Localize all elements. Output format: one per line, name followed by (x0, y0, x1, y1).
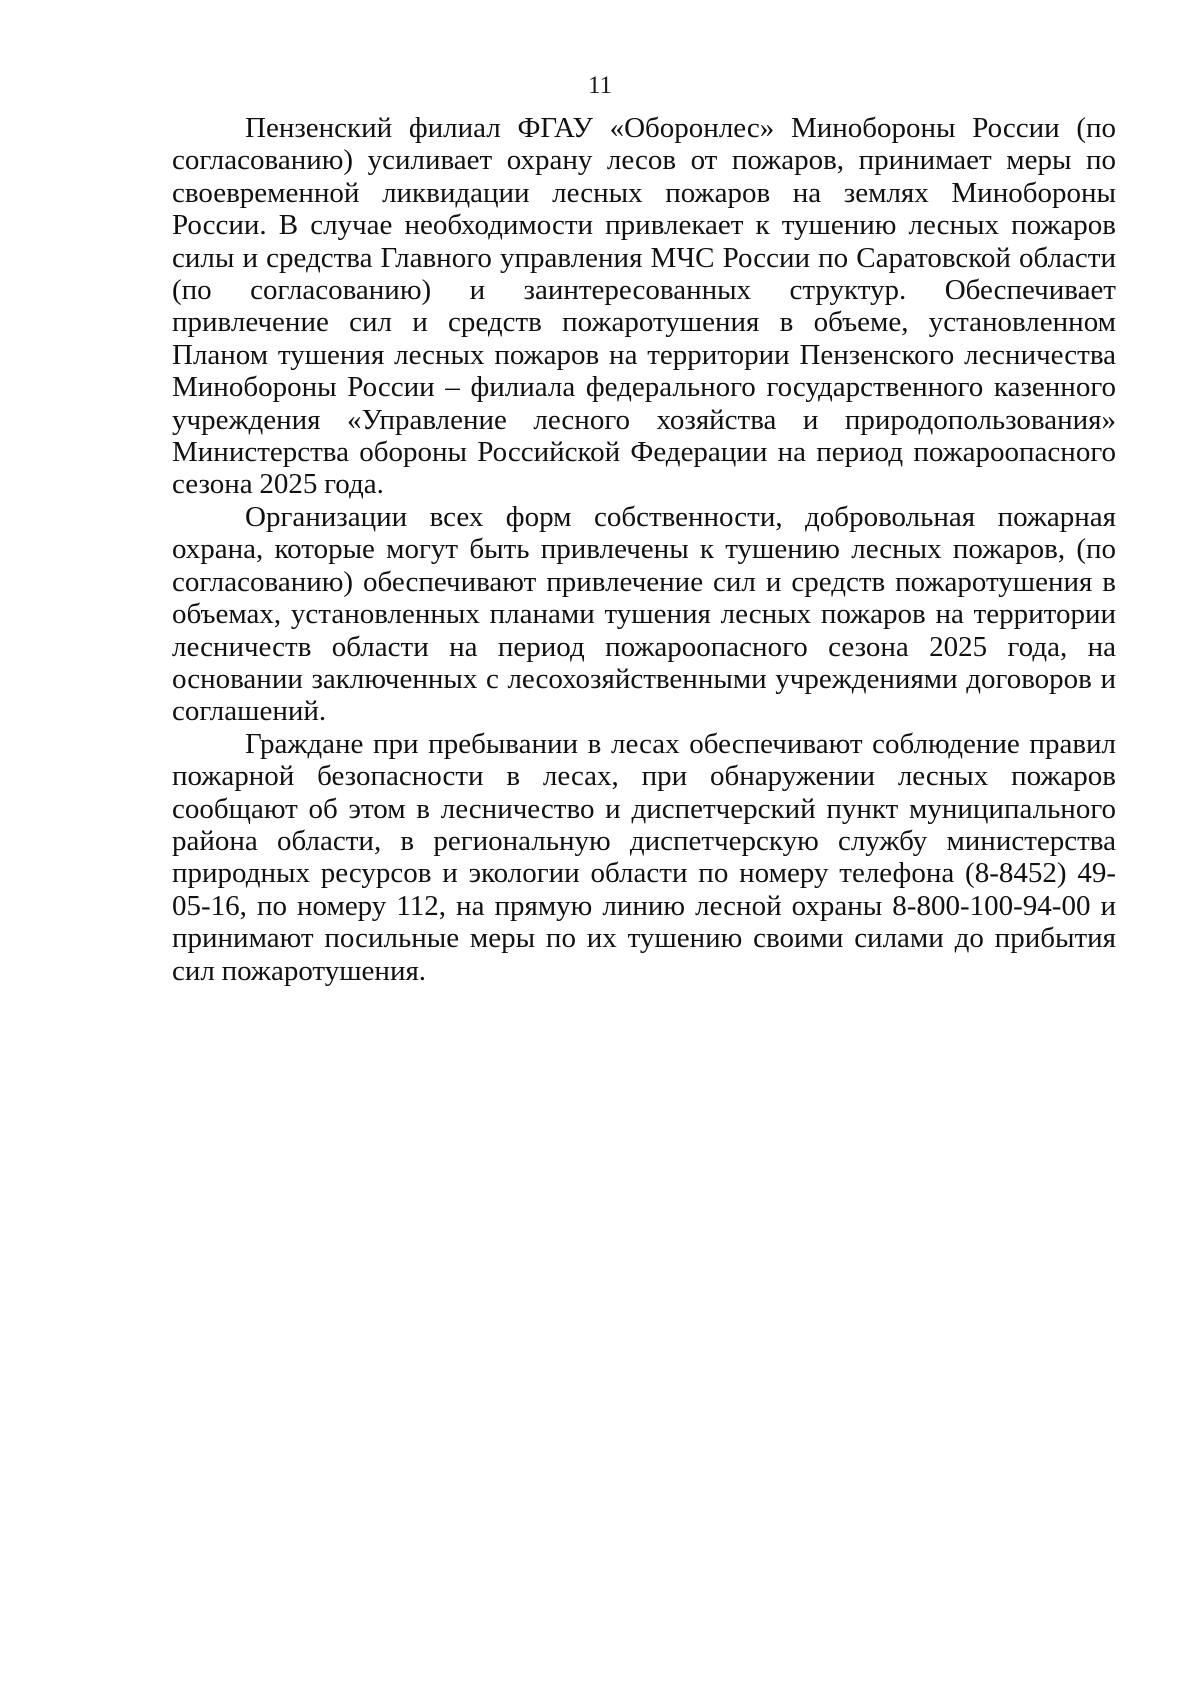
paragraph-citizens: Граждане при пребывании в лесах обеспечивают соблюдение правил пожарной безопасности в лесах, при обнаружении лесных пожаров сообщают об этом в лесничество и диспетчерский пункт муниципального района области, в региональную диспетчерскую службу министерства природных ресурсов и экологии области по номеру телефона (8-8452) 49-05-16, по номеру 112, на прямую линию лесной охраны 8-800-100-94-00 и принимают посильные меры по их тушению своими силами до прибытия сил пожаротушения. (172, 727, 1116, 987)
paragraph-organizations: Организации всех форм собственности, добровольная пожарная охрана, которые могут быть привлечены к тушению лесных пожаров, (по согласованию) обеспечивают привлечение сил и средств пожаротушения в объемах, установленных планами тушения лесных пожаров на территории лесничеств области на период пожароопасного сезона 2025 года, на основании заключенных с лесохозяйственными учреждениями договоров и соглашений. (172, 500, 1116, 728)
page-number: 11 (587, 72, 613, 99)
paragraph-oboronles: Пензенский филиал ФГАУ «Оборонлес» Минобороны России (по согласованию) усиливает охрану лесов от пожаров, принимает меры по своевременной ликвидации лесных пожаров на землях Минобороны России. В случае необходимости привлекает к тушению лесных пожаров силы и средства Главного управления МЧС России по Саратовской области (по согласованию) и заинтересованных структур. Обеспечивает привлечение сил и средств пожаротушения в объеме, установленном Планом тушения лесных пожаров на территории Пензенского лесничества Минобороны России – филиала федерального государственного казенного учреждения «Управление лесного хозяйства и природопользования» Министерства обороны Российской Федерации на период пожароопасного сезона 2025 года. (172, 112, 1116, 501)
document-body (172, 112, 1116, 987)
